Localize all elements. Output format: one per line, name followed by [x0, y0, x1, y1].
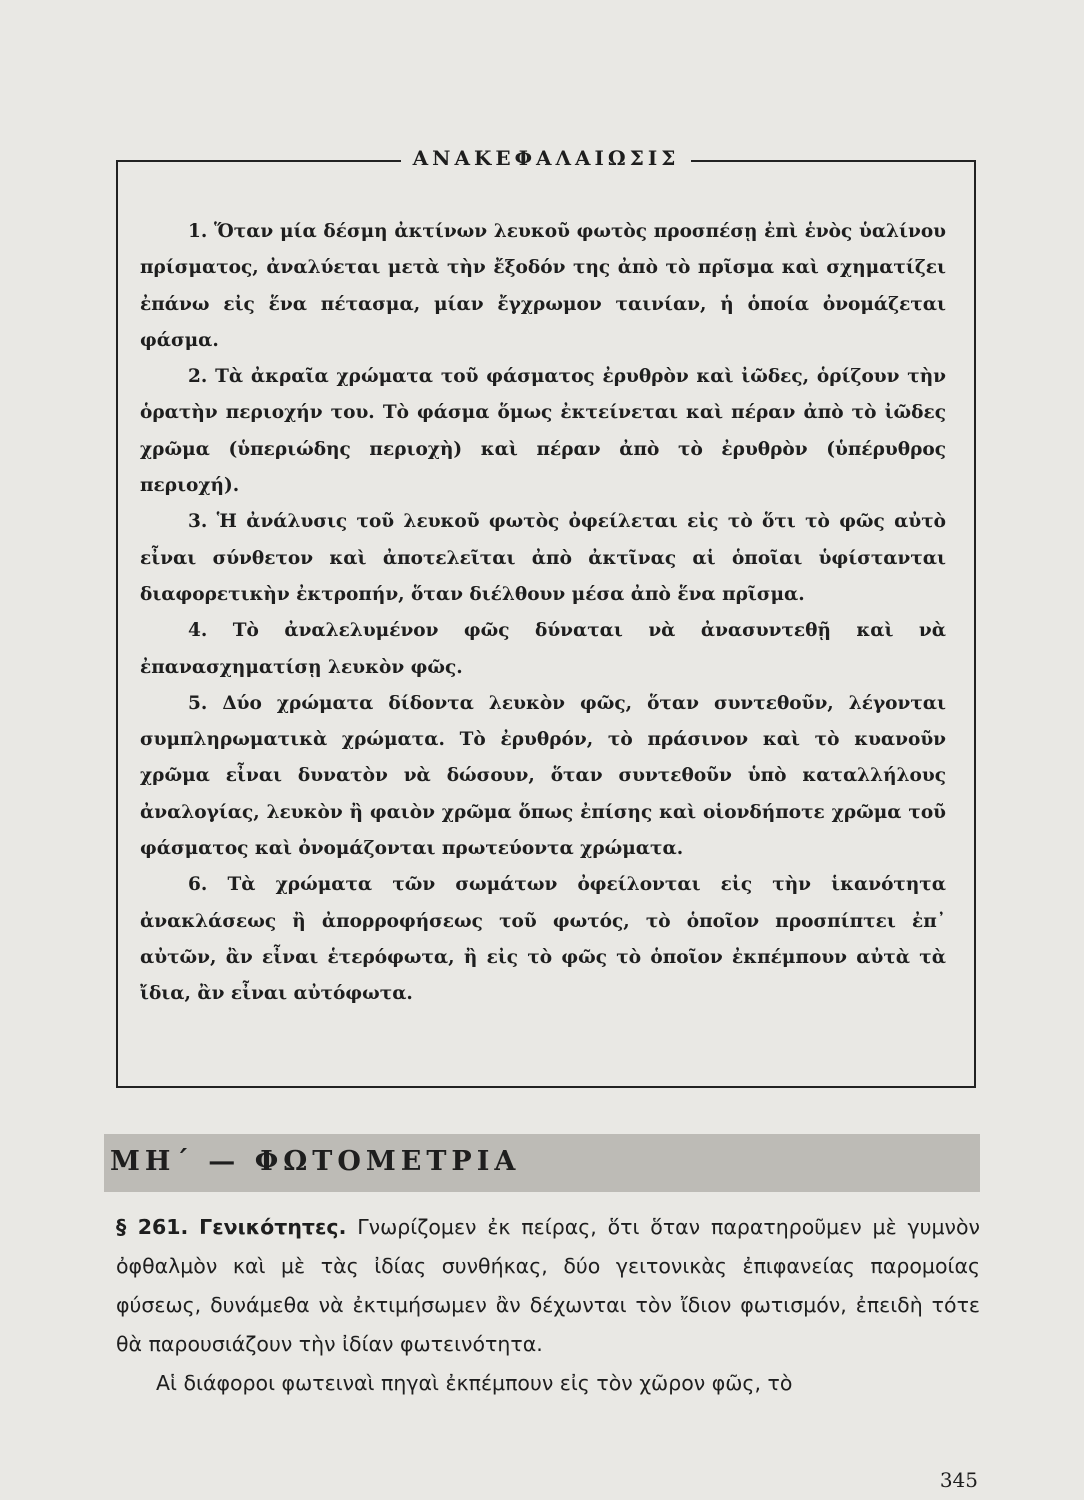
section-text: Γνωρίζομεν ἐκ πείρας, ὅτι ὅταν παρατηροῦμεν μὲ γυμνὸν ὀφθαλμὸν καὶ μὲ τὰς ἰδίας συνθήκας, δύο γειτονικὰς ἐπιφανείας παρομοίας φύσεως, δυνάμεθα νὰ ἐκτιμήσωμεν ἂν δέχωνται τὸν ἴδιον φωτισμόν, ἐπειδὴ τότε θὰ παρουσιάζουν τὴν ἰδίαν φωτεινότητα.	[116, 1215, 980, 1356]
summary-title	[118, 146, 974, 170]
summary-title-text: ΑΝΑΚΕΦΑΛΑΙΩΣΙΣ	[401, 146, 692, 170]
summary-item-2: 2. Τὰ ἀκραῖα χρώματα τοῦ φάσματος ἐρυθρὸν καὶ ἰῶδες, ὁρίζουν τὴν ὁρατὴν περιοχήν του. Τὸ φάσμα ὅμως ἐκτείνεται καὶ πέραν ἀπὸ τὸ ἰῶδες χρῶμα (ὑπεριώδης περιοχὴ) καὶ πέραν ἀπὸ τὸ ἐρυθρὸν (ὑπέρυθρος περιοχή).	[140, 366, 946, 497]
section-261	[116, 1208, 980, 1403]
summary-box	[116, 146, 976, 1088]
page-number: 345	[939, 1468, 978, 1492]
section-paragraph-2: Αἱ διάφοροι φωτειναὶ πηγαὶ ἐκπέμπουν εἰς τὸν χῶρον φῶς, τὸ	[156, 1371, 793, 1395]
summary-item-3: 3. Ἡ ἀνάλυσις τοῦ λευκοῦ φωτὸς ὀφείλεται εἰς τὸ ὅτι τὸ φῶς αὐτὸ εἶναι σύνθετον καὶ ἀποτελεῖται ἀπὸ ἀκτῖνας αἱ ὁποῖαι ὑφίστανται διαφορετικὴν ἐκτροπήν, ὅταν διέλθουν μέσα ἀπὸ ἕνα πρῖσμα.	[140, 511, 946, 605]
summary-item-5: 5. Δύο χρώματα δίδοντα λευκὸν φῶς, ὅταν συντεθοῦν, λέγονται συμπληρωματικὰ χρώματα. Τὸ ἐρυθρόν, τὸ πράσινον καὶ τὸ κυανοῦν χρῶμα εἶναι δυνατὸν νὰ δώσουν, ὅταν συντεθοῦν ὑπὸ καταλλήλους ἀναλογίας, λευκὸν ἢ φαιὸν χρῶμα ὅπως ἐπίσης καὶ οἱονδήποτε χρῶμα τοῦ φάσματος καὶ ὀνομάζονται πρωτεύοντα χρώματα.	[140, 692, 946, 860]
summary-body	[140, 214, 946, 1013]
chapter-heading-band	[104, 1134, 980, 1192]
summary-item-1: 1. Ὅταν μία δέσμη ἀκτίνων λευκοῦ φωτὸς προσπέσῃ ἐπὶ ἑνὸς ὑαλίνου πρίσματος, ἀναλύεται μετὰ τὴν ἔξοδόν της ἀπὸ τὸ πρῖσμα καὶ σχηματίζει ἐπάνω εἰς ἕνα πέτασμα, μίαν ἔγχρωμον ταινίαν, ἡ ὁποία ὀνομάζεται φάσμα.	[140, 221, 946, 351]
section-number: § 261.	[116, 1215, 189, 1239]
section-title: Γενικότητες.	[199, 1215, 347, 1239]
section-paragraph-1	[116, 1208, 980, 1364]
summary-item-4: 4. Τὸ ἀναλελυμένον φῶς δύναται νὰ ἀνασυντεθῇ καὶ νὰ ἐπανασχηματίσῃ λευκὸν φῶς.	[140, 620, 946, 678]
chapter-heading: ΜΗ΄ — ΦΩΤΟΜΕΤΡΙΑ	[110, 1146, 521, 1177]
summary-item-6: 6. Τὰ χρώματα τῶν σωμάτων ὀφείλονται εἰς τὴν ἱκανότητα ἀνακλάσεως ἢ ἀπορροφήσεως τοῦ φωτός, τὸ ὁποῖον προσπίπτει ἐπ᾽ αὐτῶν, ἂν εἶναι ἑτερόφωτα, ἢ εἰς τὸ φῶς τὸ ὁποῖον ἐκπέμπουν αὐτὰ τὰ ἴδια, ἂν εἶναι αὐτόφωτα.	[140, 874, 946, 1005]
